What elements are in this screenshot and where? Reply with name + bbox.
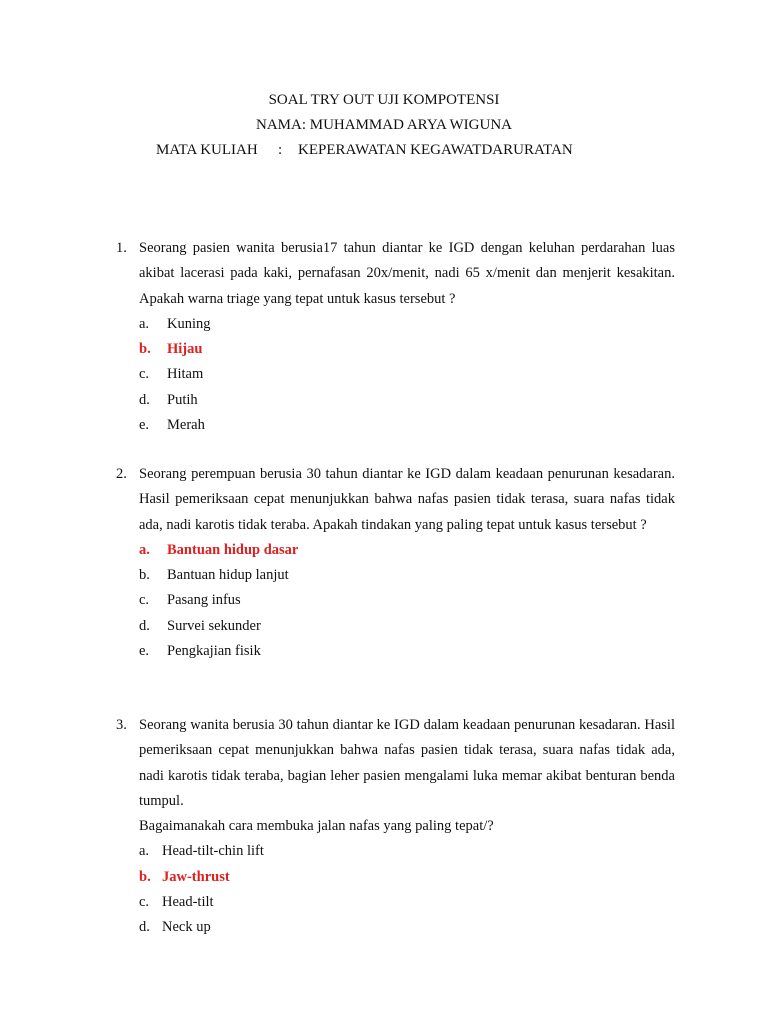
- option-c: [139, 890, 675, 915]
- option-text: Head-tilt: [162, 894, 214, 911]
- option-text: Bantuan hidup dasar: [167, 541, 299, 558]
- question-text: Seorang wanita berusia 30 tahun diantar ke IGD dalam keadaan penurunan kesadaran. Hasil pemeriksaan cepat menunjukkan bahwa nafas pasien tidak terasa, suara nafas tidak ada, nadi karotis tidak teraba, bagian leher pasien mengalami luka memar akibat benturan benda tumpul.: [139, 717, 675, 809]
- option-letter: a.: [139, 315, 150, 332]
- course-value: KEPERAWATAN KEGAWATDARURATAN: [298, 142, 573, 158]
- question-2: [116, 462, 675, 664]
- option-c: [139, 588, 675, 613]
- option-letter: b.: [139, 868, 151, 885]
- option-b: [139, 563, 675, 588]
- option-b-correct: [139, 337, 675, 362]
- option-a-correct: [139, 538, 675, 563]
- option-text: Head-tilt-chin lift: [162, 843, 264, 860]
- option-d: [139, 388, 675, 413]
- option-letter: e.: [139, 643, 150, 660]
- option-text: Neck up: [162, 919, 211, 936]
- question-number: 1.: [116, 240, 127, 256]
- question-prompt: Bagaimanakah cara membuka jalan nafas yang paling tepat/?: [139, 818, 494, 835]
- course-label: MATA KULIAH: [156, 142, 258, 158]
- option-letter: c.: [139, 592, 150, 609]
- option-letter: b.: [139, 567, 150, 584]
- option-letter: d.: [139, 391, 150, 408]
- question-number: 2.: [116, 466, 127, 482]
- option-a: [139, 312, 675, 337]
- option-e: [139, 639, 675, 664]
- question-number: 3.: [116, 717, 127, 733]
- option-e: [139, 413, 675, 438]
- student-name: NAMA: MUHAMMAD ARYA WIGUNA: [256, 117, 512, 133]
- option-text: Hitam: [167, 366, 204, 383]
- option-letter: c.: [139, 366, 150, 383]
- option-text: Hijau: [167, 341, 203, 358]
- course-line: [0, 138, 768, 163]
- option-letter: b.: [139, 341, 151, 358]
- option-text: Kuning: [167, 315, 211, 332]
- document-header: [0, 88, 768, 163]
- question-1: [116, 236, 675, 438]
- question-text: Seorang perempuan berusia 30 tahun diantar ke IGD dalam keadaan penurunan kesadaran. Hasil pemeriksaan cepat menunjukkan bahwa nafas pasien tidak terasa, suara nafas tidak ada, nadi karotis tidak teraba. Apakah tindakan yang paling tepat untuk kasus tersebut ?: [139, 466, 675, 533]
- option-letter: a.: [139, 541, 150, 558]
- option-text: Pengkajian fisik: [167, 643, 261, 660]
- answer-options: [139, 839, 675, 940]
- option-letter: a.: [139, 843, 150, 860]
- option-text: Putih: [167, 391, 198, 408]
- option-text: Jaw-thrust: [162, 868, 230, 885]
- answer-options: [139, 312, 675, 438]
- option-d: [139, 614, 675, 639]
- option-d: [139, 915, 675, 940]
- option-letter: c.: [139, 894, 150, 911]
- option-b-correct: [139, 865, 675, 890]
- course-separator: :: [278, 142, 283, 158]
- option-letter: d.: [139, 919, 150, 936]
- option-text: Merah: [167, 417, 205, 434]
- option-text: Survei sekunder: [167, 617, 261, 634]
- option-letter: d.: [139, 617, 150, 634]
- option-a: [139, 839, 675, 864]
- document-title: SOAL TRY OUT UJI KOMPOTENSI: [268, 92, 500, 108]
- option-letter: e.: [139, 417, 150, 434]
- question-3: [116, 713, 675, 941]
- option-c: [139, 362, 675, 387]
- answer-options: [139, 538, 675, 664]
- option-text: Bantuan hidup lanjut: [167, 567, 289, 584]
- question-text: Seorang pasien wanita berusia17 tahun diantar ke IGD dengan keluhan perdarahan luas akibat lacerasi pada kaki, pernafasan 20x/menit, nadi 65 x/menit dan menjerit kesakitan. Apakah warna triage yang tepat untuk kasus tersebut ?: [139, 240, 675, 307]
- option-text: Pasang infus: [167, 592, 241, 609]
